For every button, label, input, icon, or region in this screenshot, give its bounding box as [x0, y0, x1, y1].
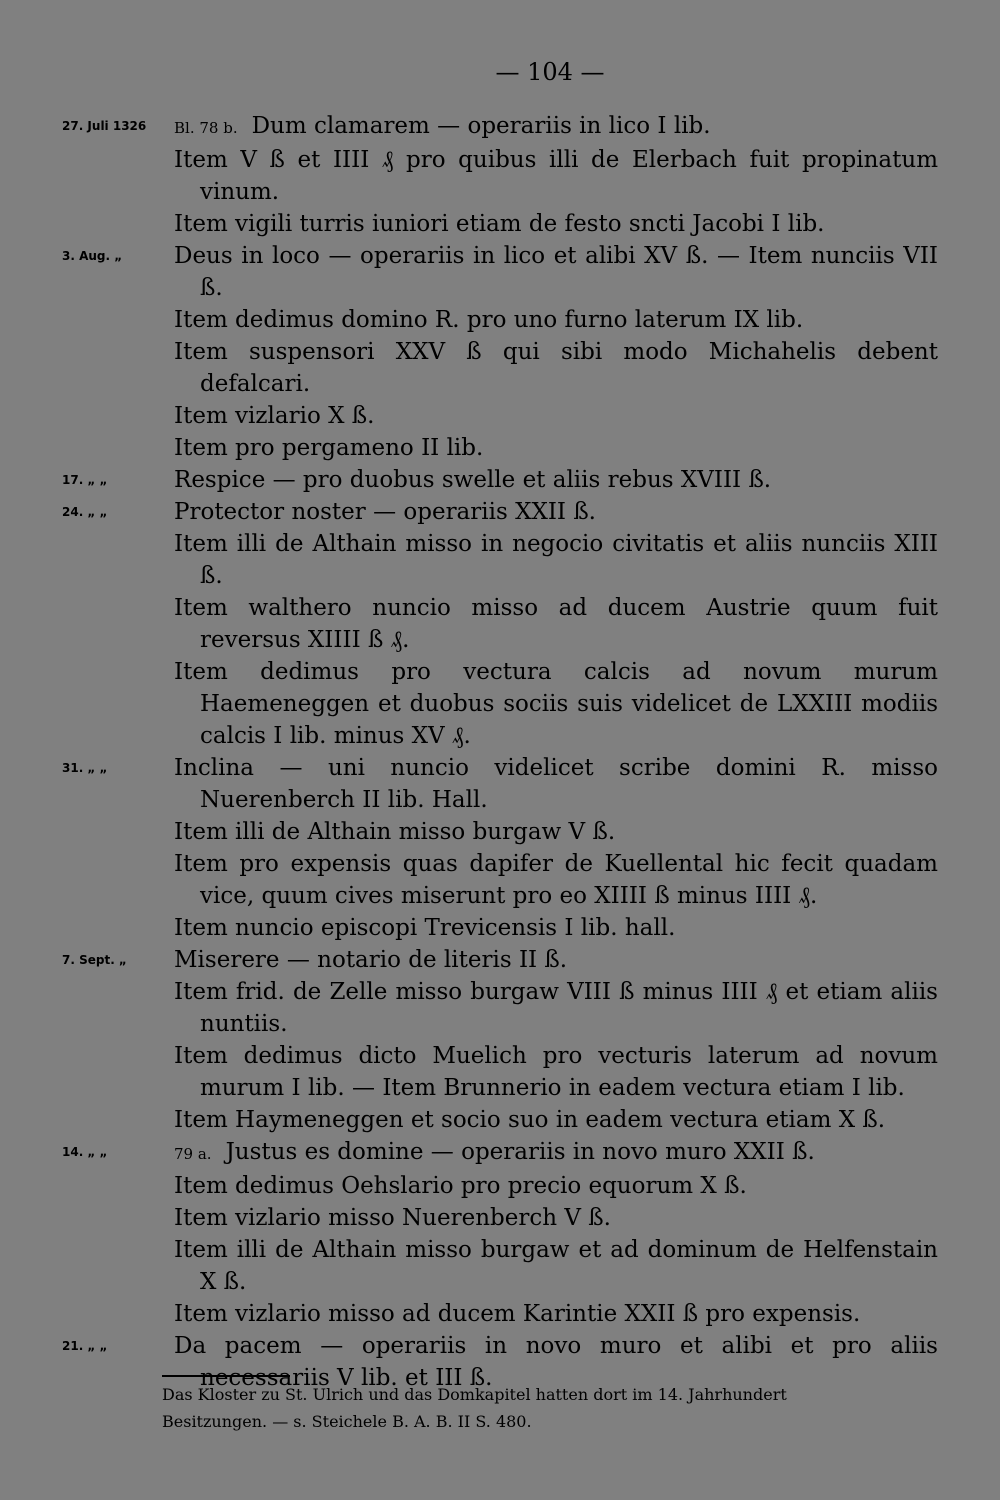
ledger-entry	[0, 208, 1000, 240]
entry-text: Item pro expensis quas dapifer de Kuellental hic fecit quadam vice, quum cives miserunt pro eo XIIII ß minus IIII ₰.	[174, 851, 938, 909]
entry-date: 7. Sept. „	[62, 953, 127, 967]
entry-text: Da pacem — operariis in novo muro et alibi et pro aliis necessariis V lib. et III ß.	[174, 1333, 938, 1391]
entry-text: Item frid. de Zelle misso burgaw VIII ß minus IIII ₰ et etiam aliis nuntiis.	[174, 979, 938, 1037]
ledger-entry	[0, 1298, 1000, 1330]
ledger-entry	[0, 464, 1000, 496]
ledger-entry	[0, 400, 1000, 432]
entry-date: 31. „ „	[62, 761, 108, 775]
entry-text: Item illi de Althain misso in negocio civitatis et aliis nunciis XIII ß.	[174, 531, 938, 589]
entry-text: Item Haymeneggen et socio suo in eadem vectura etiam X ß.	[174, 1107, 886, 1133]
ledger-entry	[0, 1170, 1000, 1202]
entry-text: Item vigili turris iuniori etiam de festo sncti Jacobi I lib.	[174, 211, 825, 237]
entry-text: Item dedimus dicto Muelich pro vecturis laterum ad novum murum I lib. — Item Brunnerio in eadem vectura etiam I lib.	[174, 1043, 938, 1101]
entry-text: Item vizlario X ß.	[174, 403, 375, 429]
entry-date: 17. „ „	[62, 473, 108, 487]
entry-text: Item vizlario misso ad ducem Karintie XXII ß pro expensis.	[174, 1301, 861, 1327]
entry-text: Item dedimus domino R. pro uno furno laterum IX lib.	[174, 307, 804, 333]
folio-reference: Bl. 78 b.	[174, 119, 238, 137]
footnote-line: Besitzungen. — s. Steichele B. A. B. II S. 480.	[162, 1412, 532, 1431]
ledger-entry	[0, 528, 1000, 592]
entry-text: Item illi de Althain misso burgaw V ß.	[174, 819, 616, 845]
footnote-line: Das Kloster zu St. Ulrich und das Domkapitel hatten dort im 14. Jahrhundert	[162, 1385, 787, 1404]
entry-text: Item illi de Althain misso burgaw et ad dominum de Helfenstain X ß.	[174, 1237, 938, 1295]
ledger-entry	[0, 1202, 1000, 1234]
ledger-entry	[0, 848, 1000, 912]
entry-text: Item walthero nuncio misso ad ducem Austrie quum fuit reversus XIIII ß ₰.	[174, 595, 938, 653]
ledger-entry	[0, 656, 1000, 752]
ledger-entry	[0, 752, 1000, 816]
entry-text: Item suspensori XXV ß qui sibi modo Michahelis debent defalcari.	[174, 339, 938, 397]
entry-date: 3. Aug. „	[62, 249, 123, 263]
ledger-entry	[0, 1040, 1000, 1104]
ledger-entry	[0, 976, 1000, 1040]
ledger-entry	[0, 336, 1000, 400]
ledger-entry	[0, 240, 1000, 304]
page-number: — 104 —	[495, 58, 605, 86]
entry-text: Protector noster — operariis XXII ß.	[174, 499, 596, 525]
entry-text: Item pro pergameno II lib.	[174, 435, 484, 461]
ledger-entries	[0, 110, 1000, 1394]
entry-date: 27. Juli 1326	[62, 119, 147, 133]
entry-text: Miserere — notario de literis II ß.	[174, 947, 568, 973]
entry-text: Justus es domine — operariis in novo muro XXII ß.	[225, 1139, 815, 1165]
ledger-entry	[0, 912, 1000, 944]
ledger-entry	[0, 1234, 1000, 1298]
ledger-entry	[0, 816, 1000, 848]
ledger-entry	[0, 1136, 1000, 1170]
entry-text: Item dedimus pro vectura calcis ad novum murum Haemeneggen et duobus sociis suis videlicet de LXXIII modiis calcis I lib. minus XV ₰.	[174, 659, 938, 749]
entry-text: Dum clamarem — operariis in lico I lib.	[251, 113, 711, 139]
ledger-entry	[0, 432, 1000, 464]
entry-text: Respice — pro duobus swelle et aliis rebus XVIII ß.	[174, 467, 772, 493]
ledger-entry	[0, 592, 1000, 656]
ledger-entry	[0, 496, 1000, 528]
entry-text: Item dedimus Oehslario pro precio equorum X ß.	[174, 1173, 747, 1199]
entry-text: Item V ß et IIII ₰ pro quibus illi de Elerbach fuit propinatum vinum.	[174, 147, 938, 205]
entry-text: Inclina — uni nuncio videlicet scribe domini R. misso Nuerenberch II lib. Hall.	[174, 755, 938, 813]
ledger-entry	[0, 944, 1000, 976]
ledger-entry	[0, 110, 1000, 144]
ledger-entry	[0, 1104, 1000, 1136]
entry-text: Item vizlario misso Nuerenberch V ß.	[174, 1205, 611, 1231]
ledger-entry	[0, 144, 1000, 208]
entry-text: Item nuncio episcopi Trevicensis I lib. hall.	[174, 915, 676, 941]
footnote	[162, 1381, 942, 1435]
entry-date: 21. „ „	[62, 1339, 108, 1353]
folio-reference: 79 a.	[174, 1145, 212, 1163]
entry-text: Deus in loco — operariis in lico et alibi XV ß. — Item nunciis VII ß.	[174, 243, 938, 301]
entry-date: 14. „ „	[62, 1145, 108, 1159]
ledger-entry	[0, 304, 1000, 336]
entry-date: 24. „ „	[62, 505, 108, 519]
footnote-divider	[162, 1375, 290, 1377]
